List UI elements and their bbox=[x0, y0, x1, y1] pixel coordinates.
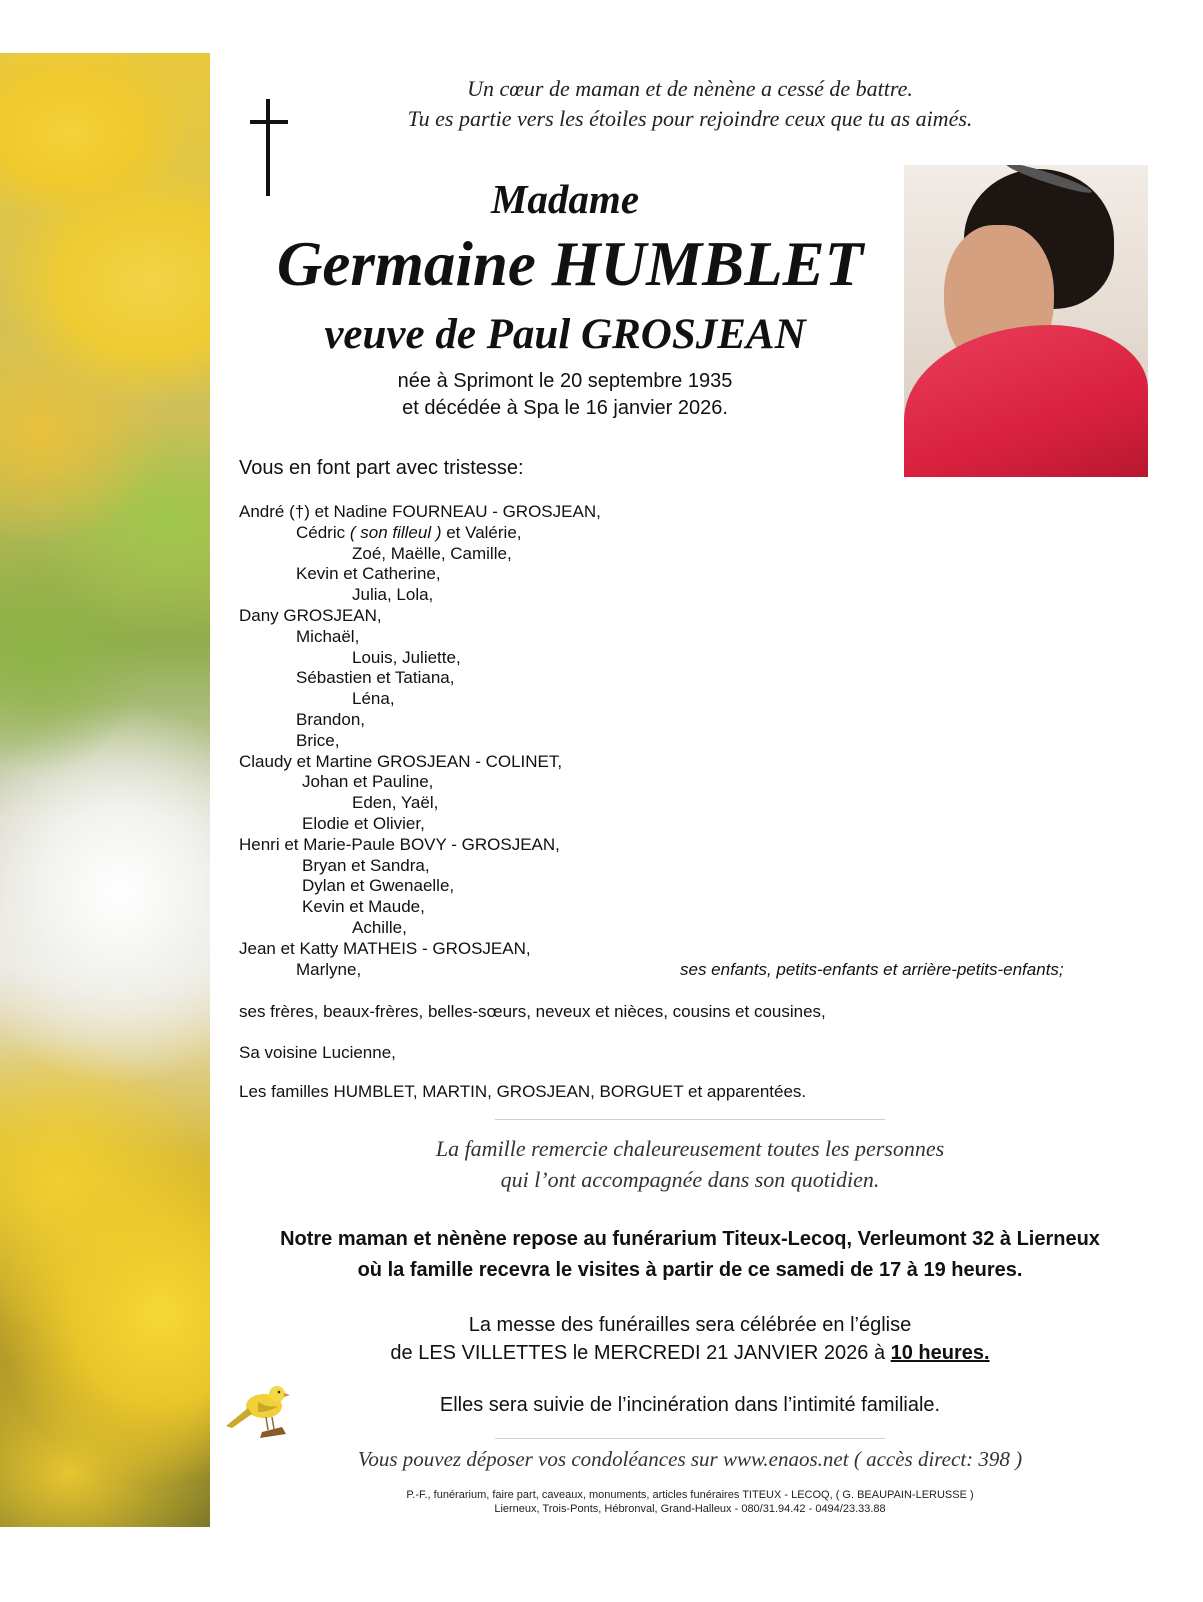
thanks-line: qui l’ont accompagnée dans son quotidien. bbox=[500, 1167, 880, 1192]
family-member-line: Johan et Pauline, bbox=[302, 772, 434, 792]
families-line: Les familles HUMBLET, MARTIN, GROSJEAN, BORGUET et apparentées. bbox=[239, 1082, 807, 1101]
family-member-line: Kevin et Catherine, bbox=[296, 564, 441, 584]
family-member-line: Léna, bbox=[352, 689, 395, 709]
family-member-line: Kevin et Maude, bbox=[302, 897, 425, 917]
thanks-line: La famille remercie chaleureusement toutes les personnes bbox=[435, 1136, 945, 1161]
honorific-title: Madame bbox=[490, 176, 640, 222]
messe-date: de LES VILLETTES le MERCREDI 21 JANVIER 2026 à bbox=[390, 1342, 891, 1364]
messe-time: 10 heures. bbox=[890, 1342, 990, 1364]
footer-line: P.-F., funérarium, faire part, caveaux, monuments, articles funéraires TITEUX - LECOQ, ( G. BEAUPAIN-LERUSSE ) bbox=[406, 1489, 974, 1501]
canary-bird-icon bbox=[222, 1372, 298, 1438]
family-member-name: Cédric bbox=[296, 522, 350, 542]
family-member-note: ( son filleul ) bbox=[349, 522, 442, 542]
birth-line: née à Sprimont le 20 septembre 1935 bbox=[397, 370, 733, 392]
quote-line: Un cœur de maman et de nènène a cessé de battre. bbox=[467, 76, 913, 101]
quote-line: Tu es partie vers les étoiles pour rejoindre ceux que tu as aimés. bbox=[407, 106, 973, 131]
thanks-message bbox=[330, 1133, 1050, 1195]
family-member-line: Jean et Katty MATHEIS - GROSJEAN, bbox=[239, 938, 531, 958]
portrait-photo bbox=[904, 165, 1148, 477]
family-member-line: Elodie et Olivier, bbox=[302, 813, 425, 833]
death-line: et décédée à Spa le 16 janvier 2026. bbox=[402, 397, 728, 419]
announcement-intro: Vous en font part avec tristesse: bbox=[239, 457, 524, 479]
funerarium-info bbox=[220, 1224, 1160, 1286]
family-member-line: Marlyne, bbox=[296, 959, 362, 979]
flower-background-image bbox=[0, 53, 210, 1527]
family-member-line bbox=[239, 523, 601, 544]
family-member-name: et Valérie, bbox=[441, 522, 522, 542]
opening-quote bbox=[330, 74, 1050, 134]
deceased-name: Germaine HUMBLET bbox=[276, 229, 864, 299]
neighbor-line: Sa voisine Lucienne, bbox=[239, 1043, 396, 1062]
repose-line: où la famille recevra le visites à partir de ce samedi de 17 à 19 heures. bbox=[357, 1259, 1023, 1281]
funeral-mass-info bbox=[320, 1311, 1060, 1367]
footer-line: Lierneux, Trois-Ponts, Hébronval, Grand-Halleux - 080/31.94.42 - 0494/23.33.88 bbox=[494, 1503, 886, 1515]
family-member-line: Achille, bbox=[352, 917, 407, 937]
family-list bbox=[239, 502, 601, 980]
family-member-line: Henri et Marie-Paule BOVY - GROSJEAN, bbox=[239, 834, 560, 854]
family-member-line: André (†) et Nadine FOURNEAU - GROSJEAN, bbox=[239, 502, 601, 521]
condolences-info: Vous pouvez déposer vos condoléances sur www.enaos.net ( accès direct: 398 ) bbox=[357, 1447, 1023, 1471]
family-member-line: Dany GROSJEAN, bbox=[239, 605, 382, 625]
family-member-line: Louis, Juliette, bbox=[352, 647, 461, 667]
widow-of: veuve de Paul GROSJEAN bbox=[324, 311, 806, 358]
life-dates bbox=[300, 368, 830, 422]
family-member-line: Brice, bbox=[296, 730, 340, 750]
siblings-line: ses frères, beaux-frères, belles-sœurs, neveux et nièces, cousins et cousines, bbox=[239, 1002, 826, 1021]
family-member-line: Michaël, bbox=[296, 626, 360, 646]
family-member-line: Bryan et Sandra, bbox=[302, 855, 430, 875]
family-member-line: Sébastien et Tatiana, bbox=[296, 668, 455, 688]
repose-line: Notre maman et nènène repose au funérarium Titeux-Lecoq, Verleumont 32 à Lierneux bbox=[280, 1228, 1100, 1250]
family-member-line: Julia, Lola, bbox=[352, 585, 434, 605]
family-member-line: Brandon, bbox=[296, 709, 365, 729]
family-member-line: Dylan et Gwenaelle, bbox=[302, 876, 455, 896]
funeral-home-footer bbox=[330, 1488, 1050, 1516]
family-member-line: Zoé, Maëlle, Camille, bbox=[352, 543, 512, 563]
incineration-info: Elles sera suivie de l’incinération dans l’intimité familiale. bbox=[439, 1394, 941, 1416]
messe-line: La messe des funérailles sera célébrée en l’église bbox=[468, 1314, 912, 1336]
family-member-line: Claudy et Martine GROSJEAN - COLINET, bbox=[239, 751, 563, 771]
family-note: ses enfants, petits-enfants et arrière-petits-enfants; bbox=[680, 960, 1064, 979]
divider bbox=[495, 1119, 885, 1120]
divider bbox=[495, 1438, 885, 1439]
messe-line bbox=[320, 1339, 1060, 1367]
family-member-line: Eden, Yaël, bbox=[352, 793, 439, 813]
